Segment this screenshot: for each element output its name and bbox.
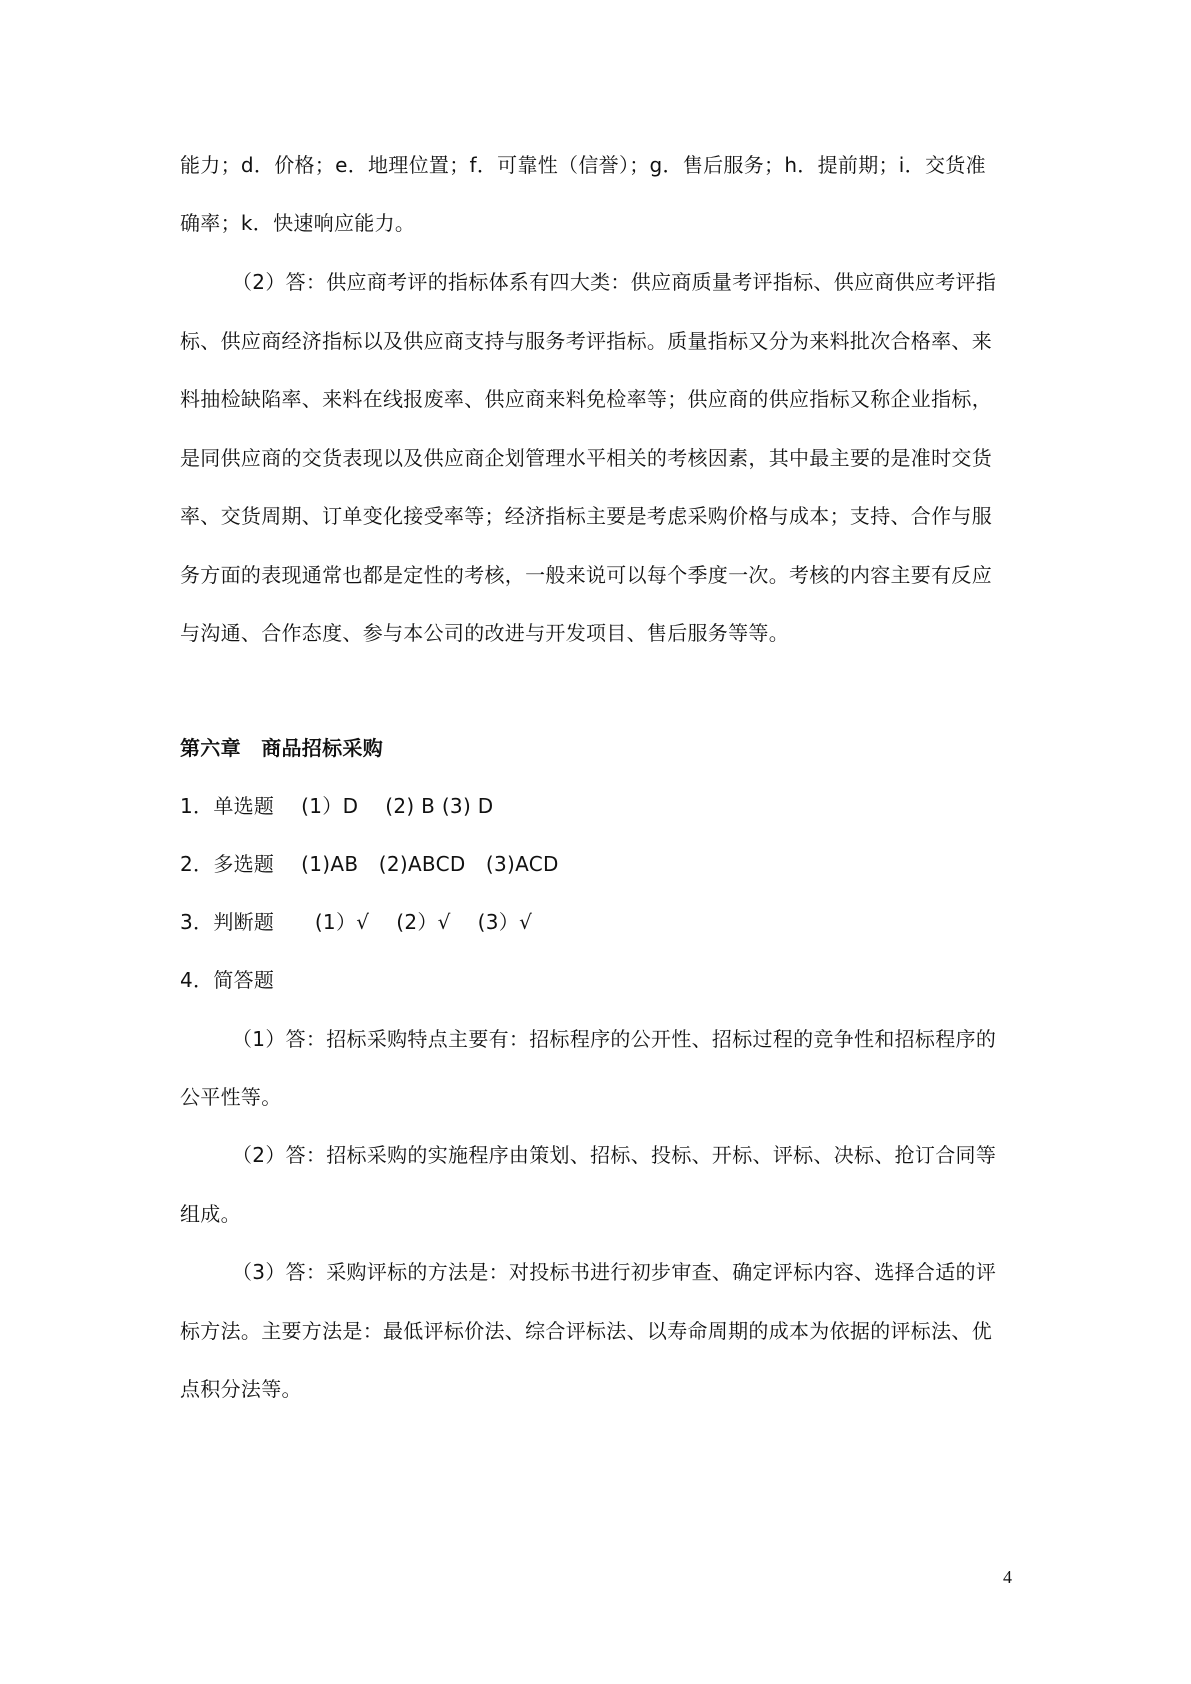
answer2-line-3: 料抽检缺陷率、来料在线报废率、供应商来料免检率等；供应商的供应指标又称企业指标， — [180, 387, 992, 411]
single-choice-answers: 1．单选题 (1）D (2) B (3) D — [180, 794, 494, 818]
page-number: 4 — [1003, 1567, 1012, 1587]
answer2-line-6: 务方面的表现通常也都是定性的考核，一般来说可以每个季度一次。考核的内容主要有反应 — [180, 563, 992, 587]
answer2-line-1: （2）答：供应商考评的指标体系有四大类：供应商质量考评指标、供应商供应考评指 — [232, 270, 997, 294]
short-answer-2-line-1: （2）答：招标采购的实施程序由策划、招标、投标、开标、评标、决标、抢订合同等 — [232, 1143, 997, 1167]
answer2-line-5: 率、交货周期、订单变化接受率等；经济指标主要是考虑采购价格与成本；支持、合作与服 — [180, 504, 992, 528]
multi-choice-answers: 2．多选题 (1)AB (2)ABCD (3)ACD — [180, 852, 559, 876]
continuation-line-2: 确率；k．快速响应能力。 — [180, 211, 416, 235]
chapter-title: 第六章 商品招标采购 — [180, 736, 383, 760]
short-answer-3-line-3: 点积分法等。 — [180, 1377, 302, 1401]
continuation-line-1: 能力；d．价格；e．地理位置；f．可靠性（信誉）；g．售后服务；h．提前期；i．交货准 — [180, 153, 986, 177]
short-answer-1-line-1: （1）答：招标采购特点主要有：招标程序的公开性、招标过程的竞争性和招标程序的 — [232, 1027, 997, 1051]
short-answer-3-line-1: （3）答：采购评标的方法是：对投标书进行初步审查、确定评标内容、选择合适的评 — [232, 1260, 997, 1284]
short-answer-3-line-2: 标方法。主要方法是：最低评标价法、综合评标法、以寿命周期的成本为依据的评标法、优 — [180, 1319, 992, 1343]
short-answer-1-line-2: 公平性等。 — [180, 1085, 282, 1109]
true-false-answers: 3．判断题 (1）√ (2）√ (3）√ — [180, 910, 533, 934]
answer2-line-2: 标、供应商经济指标以及供应商支持与服务考评指标。质量指标又分为来料批次合格率、来 — [180, 329, 992, 353]
short-answer-heading: 4．简答题 — [180, 968, 275, 992]
answer2-line-7: 与沟通、合作态度、参与本公司的改进与开发项目、售后服务等等。 — [180, 621, 789, 645]
answer2-line-4: 是同供应商的交货表现以及供应商企划管理水平相关的考核因素，其中最主要的是准时交货 — [180, 446, 992, 470]
short-answer-2-line-2: 组成。 — [180, 1202, 241, 1226]
